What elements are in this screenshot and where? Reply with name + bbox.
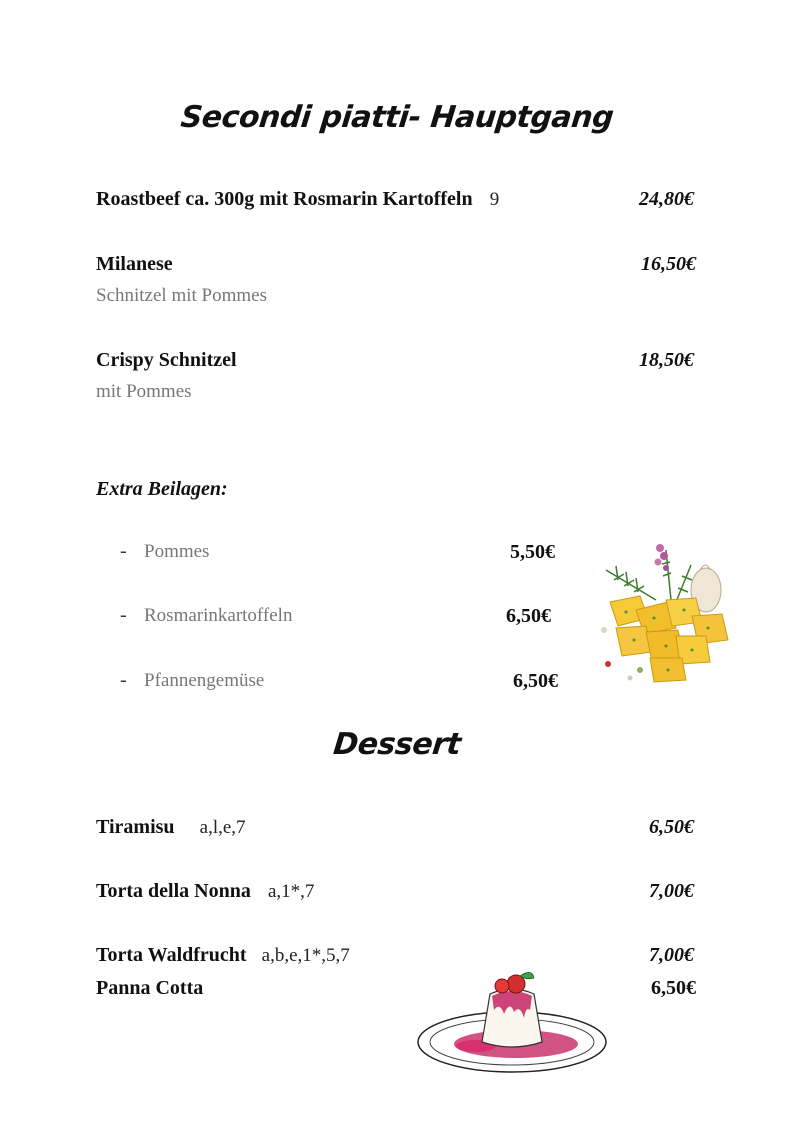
menu-item bbox=[96, 880, 314, 903]
item-codes: 9 bbox=[489, 189, 500, 210]
side-price: 6,50€ bbox=[506, 605, 551, 627]
item-codes: a,l,e,7 bbox=[199, 817, 246, 838]
list-dash: - bbox=[120, 540, 127, 562]
menu-item bbox=[96, 816, 246, 839]
item-name: Panna Cotta bbox=[96, 977, 204, 999]
item-name: Torta della Nonna bbox=[96, 880, 251, 902]
panna-cotta-illustration bbox=[416, 966, 608, 1078]
item-name: Roastbeef ca. 300g mit Rosmarin Kartoffeln bbox=[96, 188, 473, 210]
side-price: 5,50€ bbox=[510, 541, 555, 563]
item-price: 24,80€ bbox=[639, 188, 694, 210]
item-description: mit Pommes bbox=[96, 381, 192, 402]
item-price: 18,50€ bbox=[639, 349, 694, 371]
main-course-title: Secondi piatti- Hauptgang bbox=[178, 100, 616, 135]
dessert-title: Dessert bbox=[331, 727, 463, 762]
side-name: Pommes bbox=[144, 541, 210, 562]
item-name: Tiramisu bbox=[96, 816, 175, 838]
item-price: 7,00€ bbox=[649, 880, 694, 902]
item-price: 7,00€ bbox=[649, 944, 694, 966]
rosemary-potatoes-illustration bbox=[596, 540, 736, 685]
item-codes: a,b,e,1*,5,7 bbox=[261, 945, 350, 966]
side-name: Rosmarinkartoffeln bbox=[144, 605, 293, 626]
sides-title: Extra Beilagen: bbox=[96, 478, 228, 500]
item-description: Schnitzel mit Pommes bbox=[96, 285, 267, 306]
side-price: 6,50€ bbox=[513, 670, 558, 692]
item-name: Torta Waldfrucht bbox=[96, 944, 247, 966]
item-name: Crispy Schnitzel bbox=[96, 349, 237, 371]
item-price: 6,50€ bbox=[649, 816, 694, 838]
list-dash: - bbox=[120, 604, 127, 626]
item-name: Milanese bbox=[96, 253, 173, 275]
item-price: 6,50€ bbox=[651, 977, 696, 999]
item-price: 16,50€ bbox=[641, 253, 696, 275]
side-name: Pfannengemüse bbox=[144, 670, 265, 691]
menu-item bbox=[96, 188, 499, 211]
menu-item bbox=[96, 944, 350, 967]
list-dash: - bbox=[120, 669, 127, 691]
item-codes: a,1*,7 bbox=[267, 881, 315, 902]
